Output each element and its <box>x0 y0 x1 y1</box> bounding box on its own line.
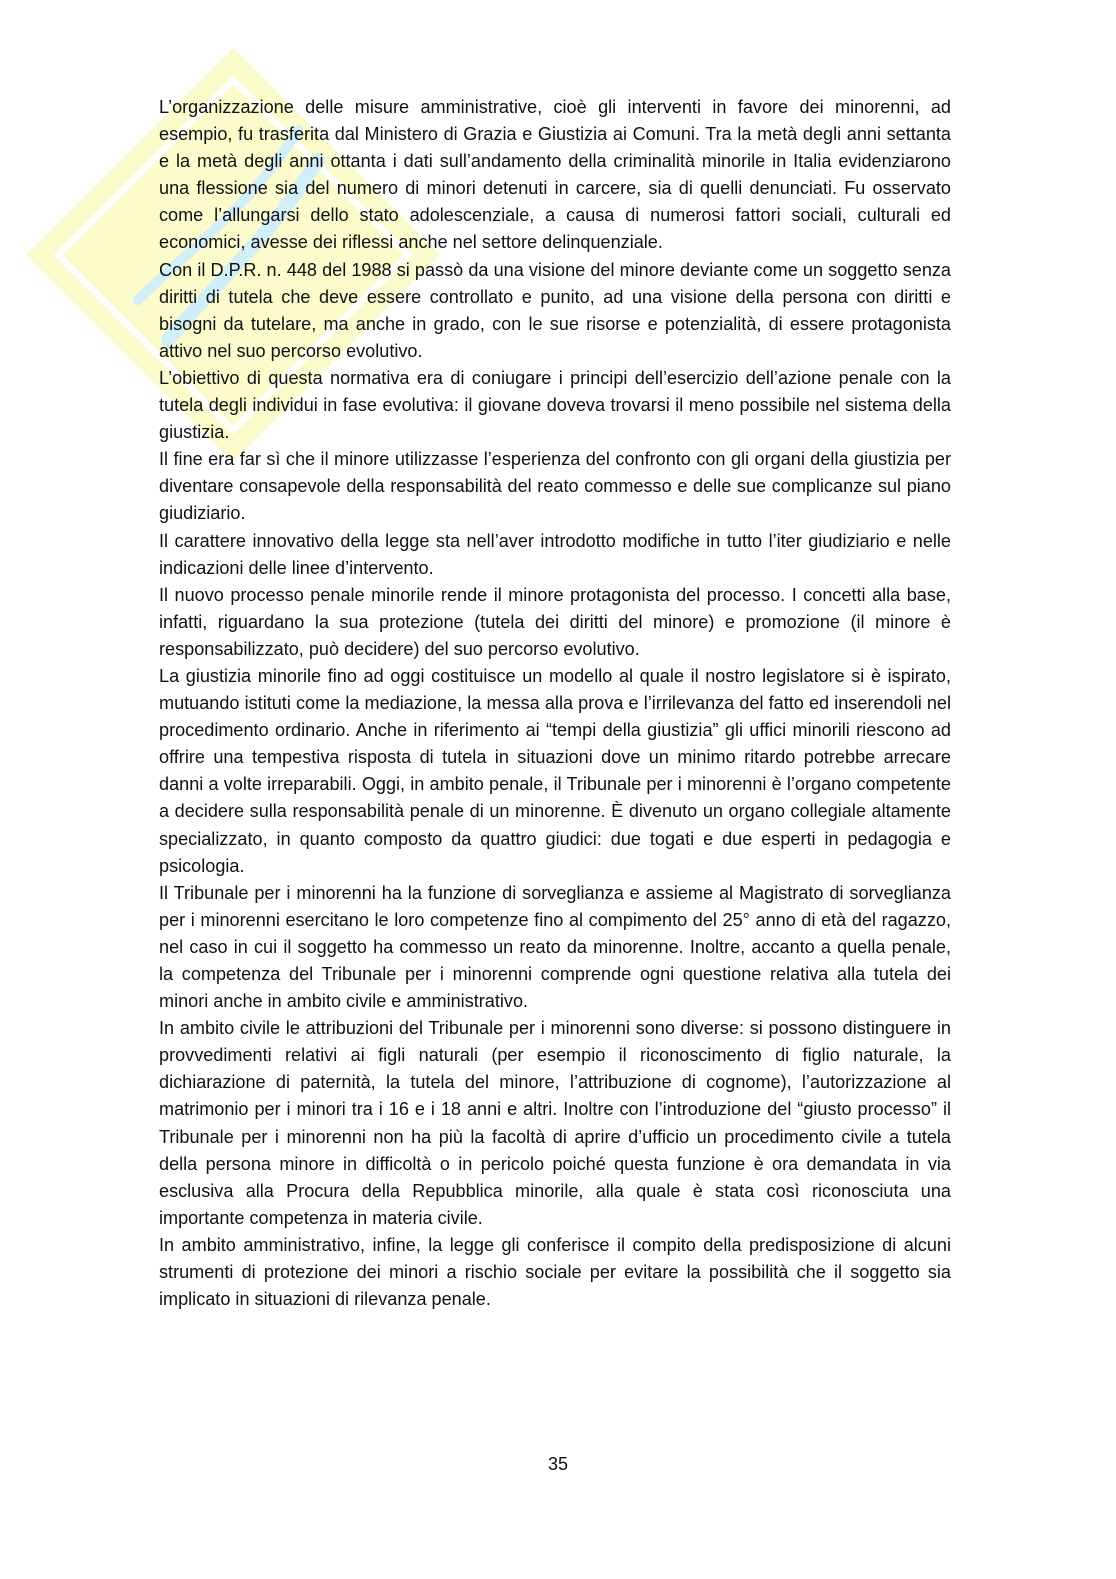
paragraph: Con il D.P.R. n. 448 del 1988 si passò da una visione del minore deviante come un soggetto senza diritti di tutela che deve essere controllato e punito, ad una visione della persona con diritti e bisogni da tutelare, ma anche in grado, con le sue risorse e potenzialità, di essere protagonista attivo nel suo percorso evolutivo. <box>159 259 951 361</box>
paragraph: L’organizzazione delle misure amministrative, cioè gli interventi in favore dei minorenni, ad esempio, fu trasferita dal Ministero di Grazia e Giustizia ai Comuni. Tra la metà degli anni settanta e la metà degli anni ottanta i dati sull’andamento della criminalità minorile in Italia evidenziarono una flessione sia del numero di minori detenuti in carcere, sia di quelli denunciati. Fu osservato come l’allungarsi dello stato adolescenziale, a causa di numerosi fattori sociali, culturali ed economici, avesse dei riflessi anche nel settore delinquenziale. <box>159 97 951 253</box>
paragraph: L’obiettivo di questa normativa era di coniugare i principi dell’esercizio dell’azione penale con la tutela degli individui in fase evolutiva: il giovane doveva trovarsi il meno possibile nel sistema della giustizia. <box>159 367 951 443</box>
paragraph: Il nuovo processo penale minorile rende il minore protagonista del processo. I concetti alla base, infatti, riguardano la sua protezione (tutela dei diritti del minore) e promozione (il minore è responsabilizzato, può decidere) del suo percorso evolutivo. <box>159 584 951 659</box>
document-body <box>159 94 951 1313</box>
page-number: 35 <box>547 1454 569 1474</box>
paragraph: In ambito civile le attribuzioni del Tribunale per i minorenni sono diverse: si possono distinguere in provvedimenti relativi ai figli naturali (per esempio il riconoscimento di figlio naturale, la dichiarazione di paternità, la tutela del minore, l’attribuzione di cognome), l’autorizzazione al matrimonio per i minori tra i 16 e i 18 anni e altri. Inoltre con l’introduzione del “giusto processo” il Tribunale per i minorenni non ha più la facoltà di aprire d’ufficio un procedimento civile a tutela della persona minore in difficoltà o in pericolo poiché questa funzione è ora demandata in via esclusiva alla Procura della Repubblica minorile, alla quale è stata così riconosciuta una importante competenza in materia civile. <box>159 1018 951 1228</box>
paragraph: Il Tribunale per i minorenni ha la funzione di sorveglianza e assieme al Magistrato di sorveglianza per i minorenni esercitano le loro competenze fino al compimento del 25° anno di età del ragazzo, nel caso in cui il soggetto ha commesso un reato da minorenne. Inoltre, accanto a quella penale, la competenza del Tribunale per i minorenni comprende ogni questione relativa alla tutela dei minori anche in ambito civile e amministrativo. <box>159 882 951 1012</box>
paragraph: In ambito amministrativo, infine, la legge gli conferisce il compito della predisposizione di alcuni strumenti di protezione dei minori a rischio sociale per evitare la possibilità che il soggetto sia implicato in situazioni di rilevanza penale. <box>159 1234 951 1310</box>
paragraph: La giustizia minorile fino ad oggi costituisce un modello al quale il nostro legislatore si è ispirato, mutuando istituti come la mediazione, la messa alla prova e l’irrilevanza del fatto ed inserendoli nel procedimento ordinario. Anche in riferimento ai “tempi della giustizia” gli uffici minorili riescono ad offrire una tempestiva risposta di tutela in situazioni dove un minimo ritardo potrebbe arrecare danni a volte irreparabili. Oggi, in ambito penale, il Tribunale per i minorenni è l’organo competente a decidere sulla responsabilità penale di un minorenne. È divenuto un organo collegiale altamente specializzato, in quanto composto da quattro giudici: due togati e due esperti in pedagogia e psicologia. <box>159 665 951 876</box>
paragraph: Il fine era far sì che il minore utilizzasse l’esperienza del confronto con gli organi della giustizia per diventare consapevole della responsabilità del reato commesso e delle sue complicanze sul piano giudiziario. <box>159 449 951 524</box>
paragraph: Il carattere innovativo della legge sta nell’aver introdotto modifiche in tutto l’iter giudiziario e nelle indicazioni delle linee d’intervento. <box>159 530 951 578</box>
